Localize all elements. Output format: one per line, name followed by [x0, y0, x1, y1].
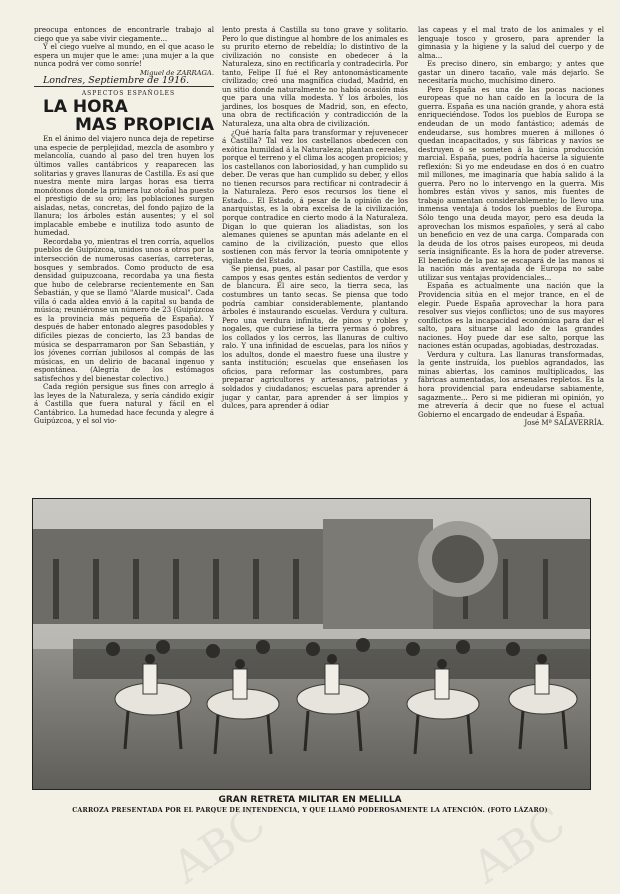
body-paragraph: Verdura y cultura. Las llanuras transformadas, la gente instruída, los pueblos agrandados, las minas abiertas, los caminos multiplicados, las fábricas aumentadas, los arsenales repletos. Es la hora providencial para endeudarse sabiamente, sagazmente... Pero si me pidieran mi opinión, yo me atrevería á decir que no fuese el actual Gobierno el encargado de endeudar á España.: [418, 349, 604, 419]
body-paragraph: Es preciso dinero, sin embargo; y antes que gastar un dinero tacaño, vale más dejarlo. Se necesitaría mucho, muchísimo dinero.: [418, 59, 604, 86]
photo-illustration: [33, 499, 590, 789]
dateline: Londres, Septiembre de 1916.: [43, 75, 190, 87]
body-paragraph: las capeas y el mal trato de los animales y el lenguaje tosco y grosero, para aprender la gimnasia y la higiene y la salud del cuerpo y de alma...: [418, 25, 604, 60]
news-photo: [32, 498, 591, 790]
body-paragraph: Pero España es una de las pocas naciones europeas que no han caído en la locura de la guerra. España es una nación grande, y ahora está enriqueciéndose. Todos los pueblos de Europa se endeudan de un modo fantástico; además de endeudarse, sus hombres mueren á millones ó quedan incapacitados, y sus fábricas y navíos se destruyen ó se someten á la única producción marcial. España, pues, podría hacerse la siguiente reflexión: Si yo me endeudase en dos ó en cuatro mil millones, me imaginaría que había salido á la guerra. Pero no lo intervengo en la guerra. Mis hombres están vivos y sanos, mis fuentes de trabajo aumentan considerablemente; lo llevo una inmensa ventaja á todos los pueblos de Europa. Sólo tengo una deuda mayor, pero esa deuda la aprovechan los mismos españoles, y será al cabo un beneficio en vez de una carga. Comparada con la deuda de los otros países europeos, mi deuda sería insignificante. Es la hora de poder atreverse. El beneficio de la paz se escapará de las manos si la nación más aventajada de Europa no sabe utilizar sus ventajas providenciales...: [418, 84, 604, 282]
body-paragraph: España es actualmente una nación que la Providencia sitúa en el mejor trance, en el de elegir. Puede España aprovechar la hora para resolver sus viejos conflictos; uno de sus mayores conflictos es la incapacidad económica para dar el salto, para situarse al lado de las grandes naciones. Hoy puede dar ese salto, porque las naciones están ocupadas, agobiadas, destrozadas.: [418, 281, 604, 351]
watermark: ABC: [164, 797, 275, 894]
section-label: ASPECTOS ESPAÑOLES: [34, 86, 214, 99]
headline-line-2: MAS PROPICIA: [75, 115, 214, 136]
intro-paragraph: Y el ciego vuelve al mundo, en el que acaso le espera un mujer que le ame: ¡una mujer a la que nunca podrá ver como sonríe!: [34, 42, 214, 69]
headline-line-1: LA HORA: [43, 97, 128, 118]
body-paragraph: lento presta á Castilla su tono grave y solitario. Pero lo que distingue al hombre de los animales es su prurito eterno de rebeldía; lo distintivo de la civilización no consiste en obedecer á la Naturaleza, sino en rectificarla y contradecirla. Por tanto, Felipe II fué el Rey antonomásticamente civilizado; creó una magnífica ciudad, Madrid, en un sitio donde naturalmente no había ocasión más que para una villa modesta. Y los árboles, los jardines, los bosques de Madrid, son, en efecto, una obra de rectificación y contradicción de la Naturaleza, una alta obra de civilización.: [222, 25, 408, 129]
column-2: [222, 26, 408, 411]
body-paragraph: Cada región persigue sus fines con arreglo á las leyes de la Naturaleza, y sería cándido exigir á Castilla que fuera natural y fácil en el Cantábrico. La humedad hace fecunda y alegre á Guipúzcoa, y el sol vio-: [34, 382, 214, 426]
body-paragraph: Recordaba yo, mientras el tren corría, aquellos pueblos de Guipúzcoa, unidos unos a otros por la intersección de numerosas caserías, carreteras, bosques y sembrados. Como producto de esa densidad guipuzcoana, recordaba ya una fiesta que hubo de celebrarse recientemente en San Sebastián, y que se llamó "Alarde musical". Cada villa ó cada aldea envió á la capital su banda de música; reuniéronse un número de 23 (Guipúzcoa es la provincia más pequeña de España). Y después de haber entonado alegres pasodobles y difíciles piezas de concierto, las 23 bandas de música se desparramaron por San Sebastián, y los jóvenes corrían jubilosos al compás de las músicas, en un delirio de bacanal ingenuo y espontánea. (Alegría de los estómagos satisfechos y del bienestar colectivo.): [34, 236, 214, 383]
photo-caption: CARROZA PRESENTADA POR EL PARQUE DE INTENDENCIA, Y QUE LLAMÓ PODEROSAMENTE LA ATENCIÓN. (FOTO LÁZARO): [72, 807, 548, 814]
body-paragraph: En el ánimo del viajero nunca deja de repetirse una especie de perplejidad, mezcla de asombro y melancolía, cuando al paso del tren huyen los últimos valles cantábricos y reaparecen las solitarias y graves llanuras de Castilla. Es así que nuestra mente mira largas horas esa tierra monótonos donde la primera luz otoñal ha puesto el prestigio de su oro; las poblaciones surgen aisladas, netas, concretas, del fondo pajizo de la llanura; los árboles están ausentes; y el sol implacable embebe e inutiliza todo asunto de humedad.: [34, 134, 214, 238]
watermark: ABC: [464, 797, 575, 894]
column-1: [34, 26, 214, 426]
article-author: José Mª SALAVERRÍA.: [524, 419, 604, 428]
photo-title: GRAN RETRETA MILITAR EN MELILLA: [218, 795, 402, 805]
column-3: [418, 26, 604, 428]
body-paragraph: Se piensa, pues, al pasar por Castilla, que esos campos y esas gentes están sedientos de verdor y de blancura. El aire seco, la tierra seca, las costumbres un tanto secas. Se piensa que todo podría cambiar considerablemente, plantando árboles é instaurando escuelas. Verdura y cultura. Pero una verdura infinita, de pinos y robles y nogales, que cubriese la tierra yermas ó pobres, los collados y los cerros, las llanuras de cultivo ralo. Y una infinidad de escuelas, para los niños y los adultos, donde el maestro fuese una ilustre y santa institución; escuelas que enseñasen los oficios, para reformar las costumbres, para preparar agricultores y artesanos, patriotas y soldados y ciudadanos; escuelas para aprender á jugar y cantar, para aprender á ser limpios y dulces, para aprender á odiar: [222, 264, 408, 411]
article-signature: Miguel de ZARRAGA.: [139, 68, 214, 77]
body-paragraph: ¿Qué haría falta para transformar y rejuvenecer á Castilla? Tal vez los castellanos obedecen con exótica humildad á la Naturaleza; plantan cereales, porque el terreno y el clima los acogen propicios; y los castellanos con laboriosidad, y han cumplido su deber. De veras que han cumplido su deber, y ellos no tienen recursos para rectificar ni contradecir á la Naturaleza. Pero esos recursos los tiene el Estado... El Estado, á pesar de la opinión de los anarquistas, es la obra excelsa de la civilización, porque contradice en cierto modo á la Naturaleza. Digan lo que quieran los aliadistas, son los alemanes quienes se apuntan más adelante en el camino de la civilización, puesto que ellos sostienen con más fervor la teoría omnipotente y vigilante del Estado.: [222, 127, 408, 265]
intro-paragraph: preocupa entonces de encontrarle trabajo al ciego que ya sabe vivir ciegamente...: [34, 25, 214, 43]
